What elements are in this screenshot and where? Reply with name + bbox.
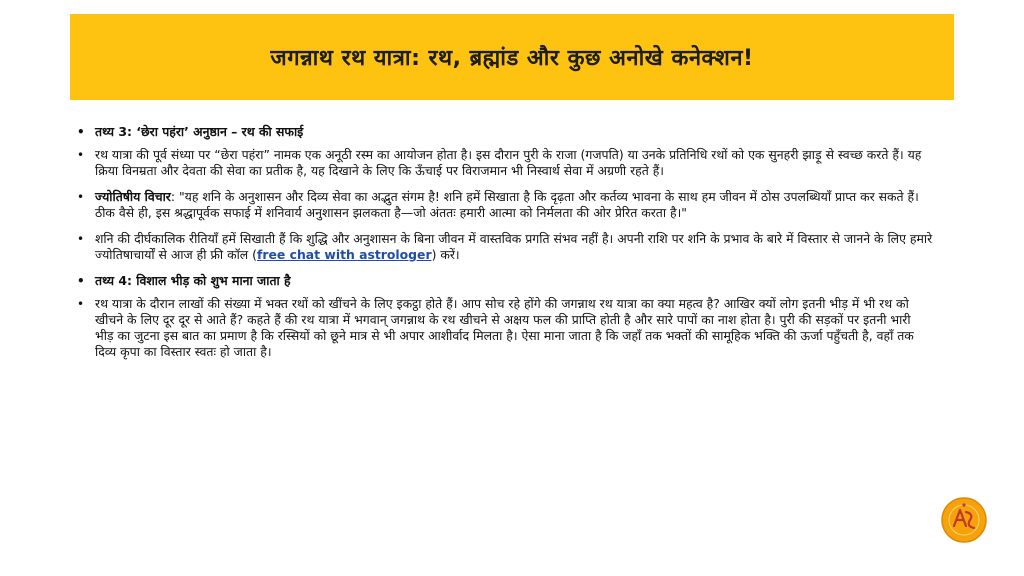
slide-title: जगन्नाथ रथ यात्रा: रथ, ब्रह्मांड और कुछ अनोखे कनेक्शन! bbox=[270, 46, 754, 71]
bullet-list bbox=[75, 124, 933, 360]
bullet-crowd-auspicious: • रथ यात्रा के दौरान लाखों की संख्या में भक्त रथों को खींचने के लिए इकट्ठा होते हैं। आप सोच रहे होंगे की जगन्नाथ रथ यात्रा का क्या महत्व है? आखिर क्यों लोग इतनी भीड़ में भी रथ को खीचने के लिए दूर दूर से आते हैं? कहते हैं की रथ यात्रा में भगवान् जगन्नाथ के रथ खीचने से अक्षय फल की प्राप्ति होती है और सारे पापों का नाश होता है। पुरी की सड़कों पर इतनी भारी भीड़ का जुटना इस बात का प्रमाण है कि रस्सियों को छूने मात्र से भी अपार आशीर्वाद मिलता है। ऐसा माना जाता है कि जहाँ तक भक्तों की सामूहिक भक्ति की ऊर्जा पहुँचती है, वहाँ तक दिव्य कृपा का विस्तार स्वतः हो जाता है। bbox=[75, 296, 933, 360]
shani-text-pre: शनि की दीर्घकालिक रीतियाँ हमें सिखाती हैं कि शुद्धि और अनुशासन के बिना जीवन में वास्तविक प्रगति संभव नहीं है। अपनी राशि पर शनि के प्रभाव के बारे में विस्तार से जानने के लिए हमारे ज्योतिषाचार्यों से आज ही फ्री कॉल ( bbox=[95, 231, 933, 262]
bullet-astrology-thought bbox=[75, 189, 933, 221]
slide-content bbox=[75, 124, 933, 366]
bullet-shani-lessons bbox=[75, 231, 933, 263]
brand-logo-icon bbox=[940, 496, 988, 544]
free-chat-link[interactable]: free chat with astrologer bbox=[256, 247, 432, 262]
title-band bbox=[70, 14, 954, 100]
bullet-fact-3-heading: • तथ्य 3: ‘छेरा पहंरा’ अनुष्ठान – रथ की सफाई bbox=[75, 124, 933, 140]
bullet-fact-4-heading: • तथ्य 4: विशाल भीड़ को शुभ माना जाता है bbox=[75, 273, 933, 289]
bullet-chhera-pahanra: • रथ यात्रा की पूर्व संध्या पर “छेरा पहंरा” नामक एक अनूठी रस्म का आयोजन होता है। इस दौरान पुरी के राजा (गजपति) या उनके प्रतिनिधि रथों को एक सुनहरी झाड़ू से स्वच्छ करते हैं। यह क्रिया विनम्रता और देवता की सेवा का प्रतीक है, यह दिखाने के लिए कि ऊँचाई पर विराजमान भी निस्वार्थ सेवा में अग्रणी रहते हैं। bbox=[75, 147, 933, 179]
astrology-text: : "यह शनि के अनुशासन और दिव्य सेवा का अद्भुत संगम है! शनि हमें सिखाता है कि दृढ़ता और कर्तव्य भावना के साथ हम जीवन में ठोस उपलब्धियाँ प्राप्त कर सकते हैं। ठीक वैसे ही, इस श्रद्धापूर्वक सफाई में शनिवार्य अनुशासन झलकता है—जो अंततः हमारी आत्मा को निर्मलता की ओर प्रेरित करता है।" bbox=[95, 189, 919, 220]
astrology-label: ज्योतिषीय विचार bbox=[95, 189, 171, 204]
shani-text-post: ) करें। bbox=[431, 247, 460, 262]
